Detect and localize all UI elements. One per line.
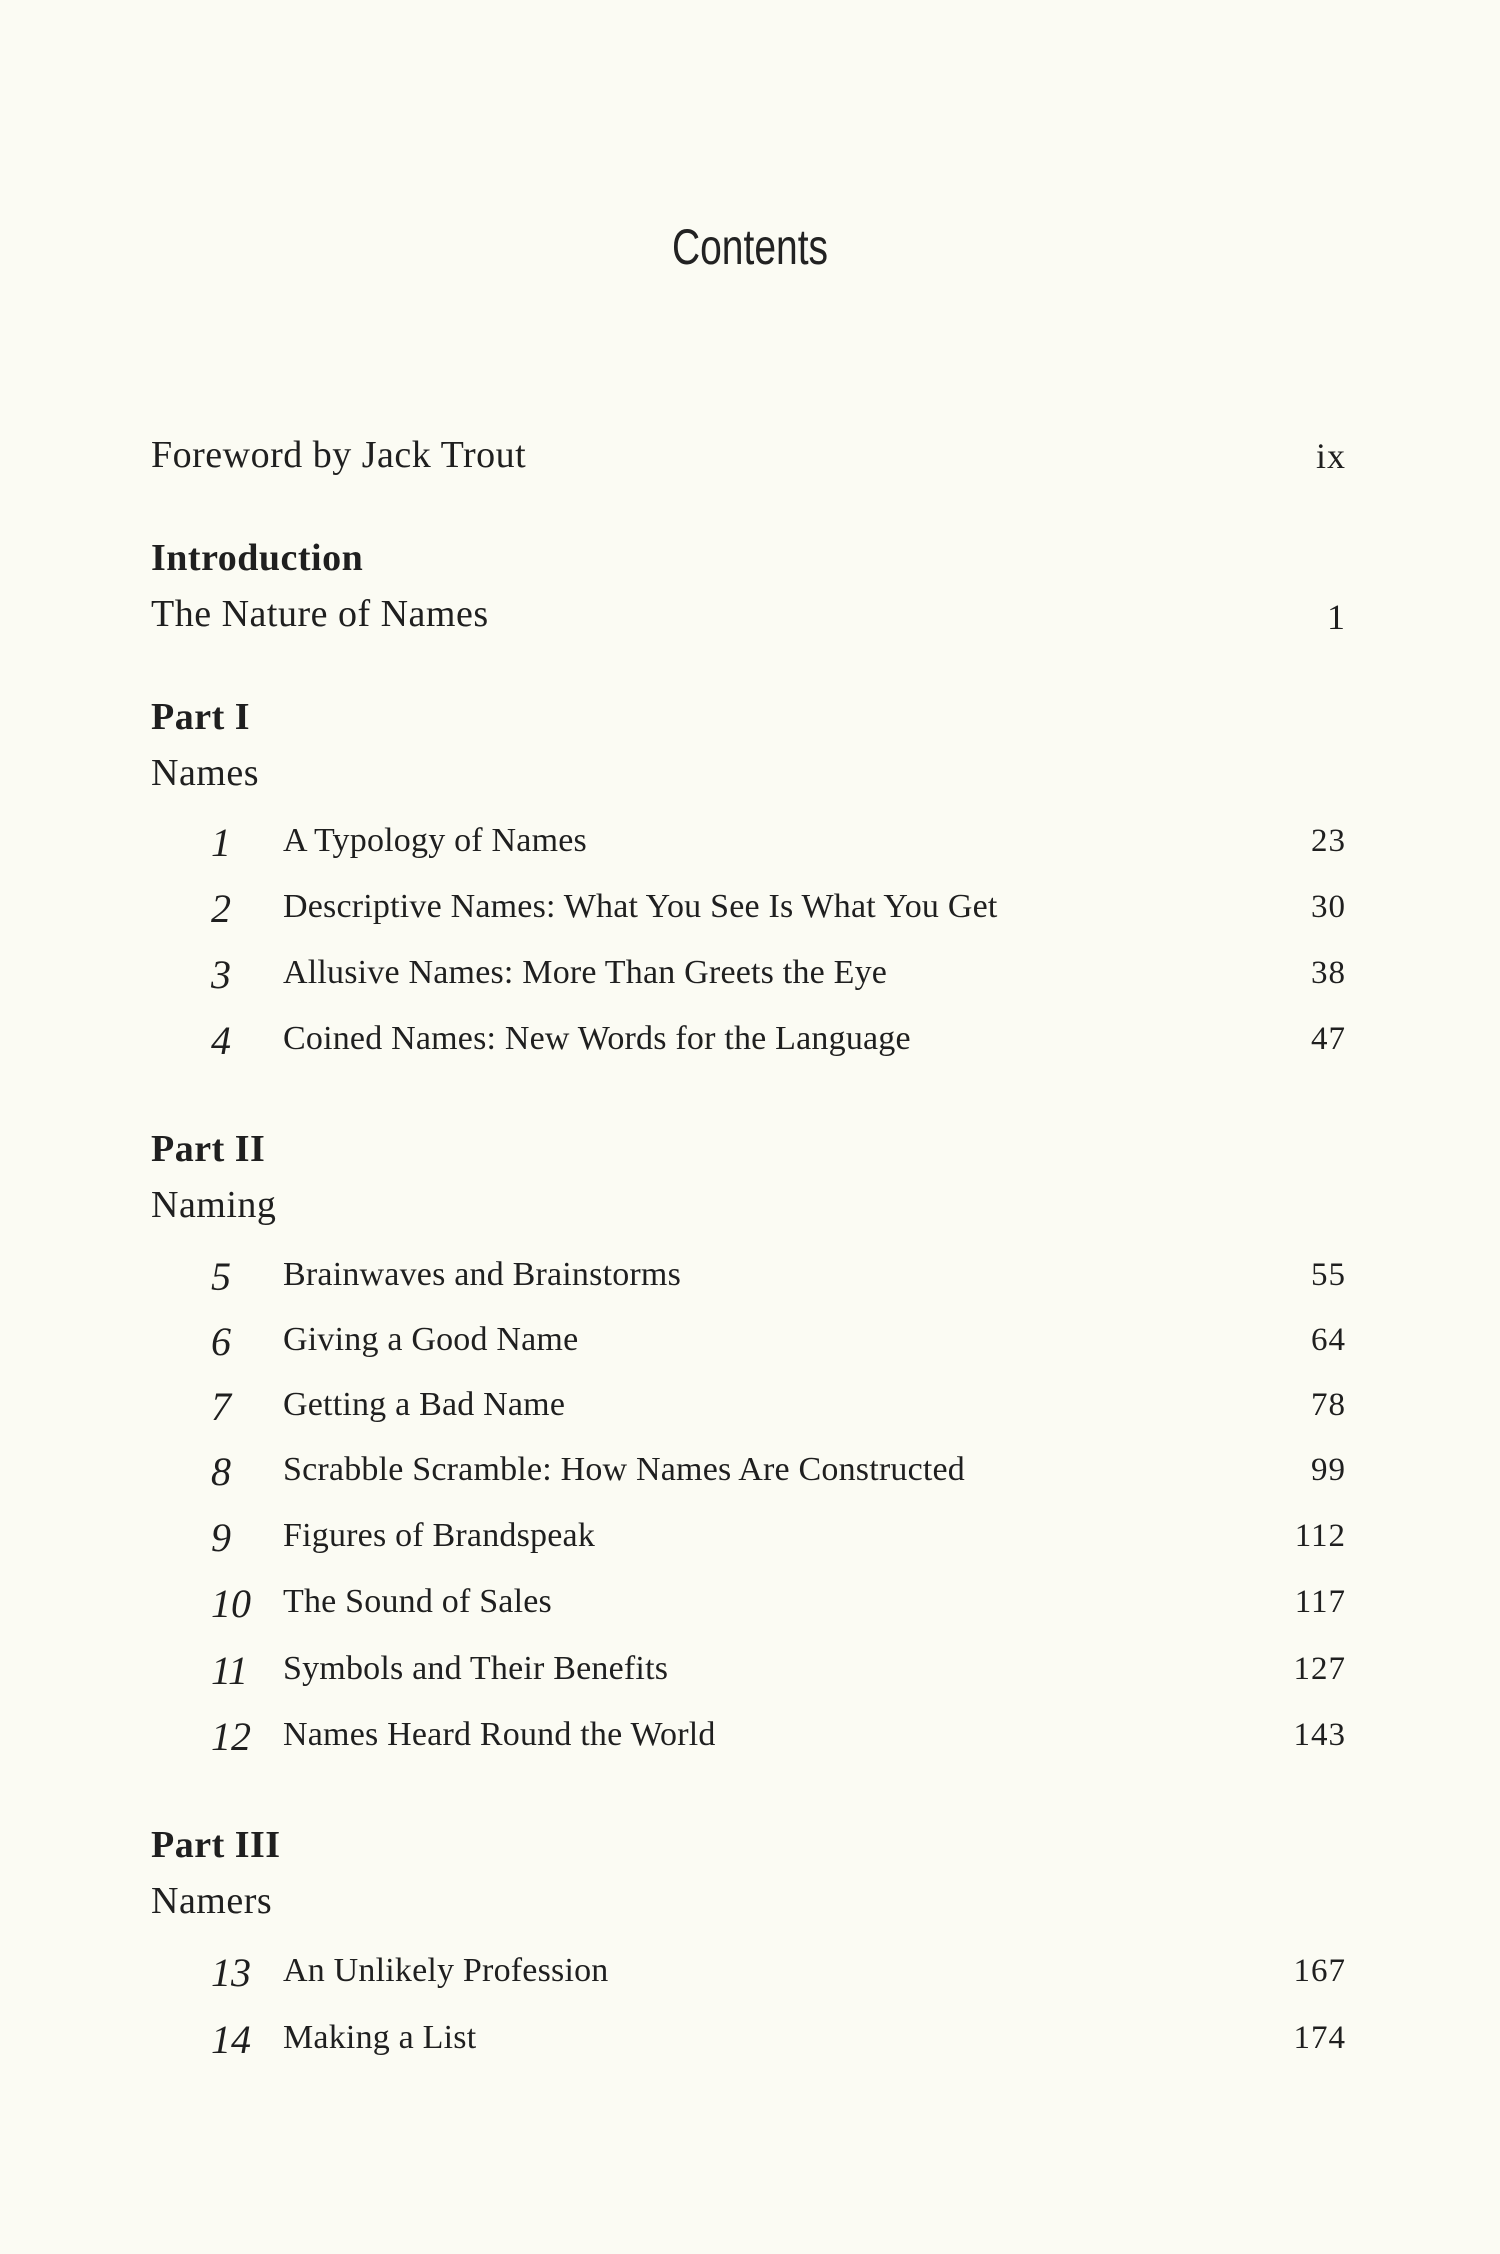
chapter-entry[interactable]: [151, 1318, 1346, 1368]
chapter-number: 11: [211, 1648, 249, 1693]
chapter-page: 55: [1311, 1257, 1346, 1293]
introduction-page: 1: [1327, 597, 1346, 637]
chapter-page: 30: [1311, 889, 1346, 925]
chapter-number: 6: [211, 1319, 231, 1364]
chapter-title: The Sound of Sales: [283, 1583, 552, 1620]
introduction-title: The Nature of Names: [151, 593, 489, 635]
part-1-title: Names: [151, 752, 260, 794]
chapter-page: 38: [1311, 955, 1346, 991]
chapter-title: Figures of Brandspeak: [283, 1517, 596, 1554]
chapter-page: 99: [1311, 1452, 1346, 1488]
chapter-page: 47: [1311, 1021, 1346, 1057]
chapter-entry[interactable]: [151, 1448, 1346, 1498]
chapter-number: 13: [211, 1950, 251, 1995]
chapter-title: Symbols and Their Benefits: [283, 1650, 669, 1687]
chapter-title: Descriptive Names: What You See Is What You Get: [283, 888, 998, 925]
part-2-heading: Part II: [151, 1128, 266, 1170]
chapter-page: 127: [1293, 1651, 1346, 1687]
chapter-page: 174: [1293, 2020, 1346, 2056]
chapter-entry[interactable]: [151, 1514, 1346, 1564]
foreword-page: ix: [1315, 436, 1346, 476]
chapter-entry[interactable]: [151, 885, 1346, 935]
chapter-page: 117: [1294, 1584, 1346, 1620]
chapter-entry[interactable]: [151, 1017, 1346, 1067]
chapter-entry[interactable]: [151, 819, 1346, 869]
chapter-number: 8: [211, 1449, 231, 1494]
chapter-page: 143: [1293, 1717, 1346, 1753]
chapter-page: 78: [1311, 1387, 1346, 1423]
chapter-title: Getting a Bad Name: [283, 1386, 566, 1423]
part-3-heading: Part III: [151, 1824, 281, 1866]
chapter-page: 167: [1293, 1953, 1346, 1989]
chapter-number: 4: [211, 1018, 231, 1063]
introduction-heading: Introduction: [151, 537, 364, 579]
chapter-entry[interactable]: [151, 1713, 1346, 1763]
chapter-title: An Unlikely Profession: [283, 1952, 609, 1989]
chapter-title: Names Heard Round the World: [283, 1716, 716, 1753]
chapter-title: Giving a Good Name: [283, 1321, 579, 1358]
chapter-number: 1: [211, 820, 231, 865]
chapter-number: 5: [211, 1254, 231, 1299]
chapter-title: Scrabble Scramble: How Names Are Constructed: [283, 1451, 966, 1488]
chapter-title: Allusive Names: More Than Greets the Eye: [283, 954, 888, 991]
chapter-page: 112: [1294, 1518, 1346, 1554]
chapter-page: 64: [1311, 1322, 1346, 1358]
chapter-entry[interactable]: [151, 1383, 1346, 1433]
part-3-title: Namers: [151, 1880, 273, 1922]
chapter-title: Making a List: [283, 2019, 477, 2056]
chapter-entry[interactable]: [151, 951, 1346, 1001]
chapter-number: 14: [211, 2017, 251, 2062]
chapter-title: Coined Names: New Words for the Language: [283, 1020, 911, 1057]
chapter-number: 7: [211, 1384, 231, 1429]
chapter-entry[interactable]: [151, 1949, 1346, 1999]
chapter-entry[interactable]: [151, 1647, 1346, 1697]
page-title: Contents: [671, 219, 829, 275]
chapter-number: 12: [211, 1714, 251, 1759]
chapter-entry[interactable]: [151, 2016, 1346, 2066]
chapter-title: Brainwaves and Brainstorms: [283, 1256, 682, 1293]
chapter-title: A Typology of Names: [283, 822, 587, 859]
part-1-heading: Part I: [151, 696, 251, 738]
chapter-entry[interactable]: [151, 1253, 1346, 1303]
chapter-page: 23: [1311, 823, 1346, 859]
foreword-label: Foreword by Jack Trout: [151, 434, 527, 476]
chapter-number: 9: [211, 1515, 231, 1560]
chapter-entry[interactable]: [151, 1580, 1346, 1630]
chapter-number: 2: [211, 886, 231, 931]
chapter-number: 3: [211, 952, 231, 997]
chapter-number: 10: [211, 1581, 251, 1626]
part-2-title: Naming: [151, 1184, 277, 1226]
